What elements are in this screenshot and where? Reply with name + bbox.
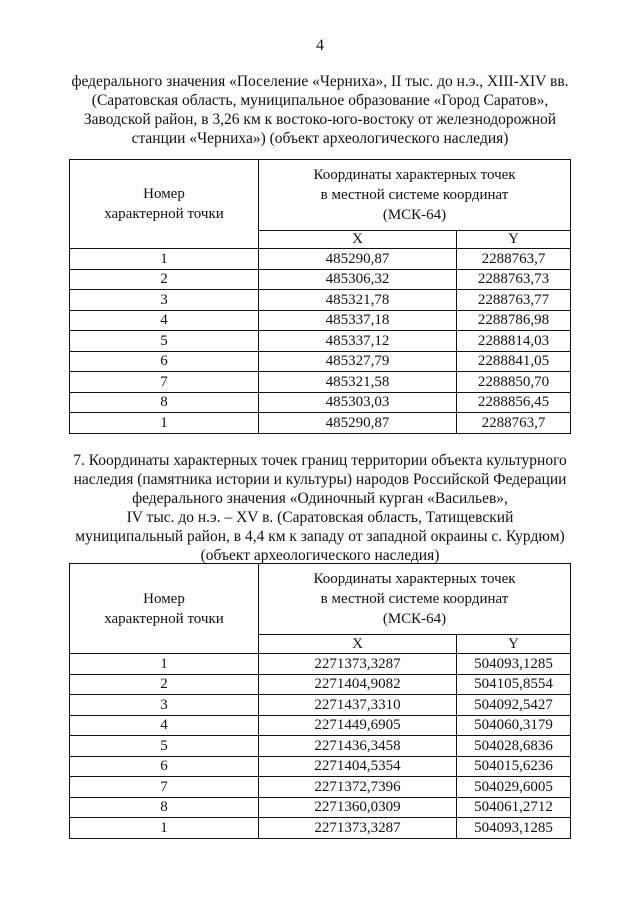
x-value: 485303,03 bbox=[259, 392, 457, 413]
table-row bbox=[70, 797, 571, 818]
table-row bbox=[70, 413, 571, 434]
page-number: 4 bbox=[316, 37, 324, 54]
x-value: 485337,12 bbox=[259, 331, 457, 352]
section-2-heading bbox=[70, 451, 570, 565]
y-value: 2288850,70 bbox=[457, 372, 571, 393]
y-value: 504028,6836 bbox=[457, 736, 571, 757]
point-number: 5 bbox=[70, 736, 259, 757]
y-value: 504061,2712 bbox=[457, 797, 571, 818]
point-number: 1 bbox=[70, 818, 259, 839]
table-row bbox=[70, 715, 571, 736]
table-row bbox=[70, 818, 571, 839]
point-number-header: Номер характерной точки bbox=[70, 564, 259, 654]
x-value: 2271373,3287 bbox=[259, 818, 457, 839]
table-row bbox=[70, 674, 571, 695]
point-number-header: Номер характерной точки bbox=[70, 160, 259, 249]
point-number: 2 bbox=[70, 674, 259, 695]
heading-line: Заводской район, в 3,26 км к востоко-юго-востоку от железнодорожной bbox=[83, 111, 557, 128]
coordinates-group-header: Координаты характерных точек в местной системе координат (МСК-64) bbox=[259, 564, 571, 635]
x-value: 485327,79 bbox=[259, 351, 457, 372]
point-number: 8 bbox=[70, 392, 259, 413]
x-value: 2271360,0309 bbox=[259, 797, 457, 818]
table-row bbox=[70, 756, 571, 777]
y-value: 2288814,03 bbox=[457, 331, 571, 352]
x-value: 2271404,5354 bbox=[259, 756, 457, 777]
heading-line: (объект археологического наследия) bbox=[200, 547, 440, 564]
y-value: 504105,8554 bbox=[457, 674, 571, 695]
heading-line: муниципальный район, в 4,4 км к западу от западной окраины с. Курдюм) bbox=[75, 528, 565, 545]
y-value: 504015,6236 bbox=[457, 756, 571, 777]
heading-line: федерального значения «Одиночный курган «Васильев», bbox=[132, 490, 508, 507]
x-value: 485337,18 bbox=[259, 310, 457, 331]
x-value: 485290,87 bbox=[259, 249, 457, 270]
y-value: 504093,1285 bbox=[457, 818, 571, 839]
point-number: 6 bbox=[70, 351, 259, 372]
point-number: 7 bbox=[70, 777, 259, 798]
heading-line: станции «Черниха») (объект археологического наследия) bbox=[131, 130, 509, 147]
x-value: 485321,78 bbox=[259, 290, 457, 311]
table-row bbox=[70, 310, 571, 331]
point-number: 1 bbox=[70, 413, 259, 434]
y-column-header: Y bbox=[457, 635, 571, 654]
y-value: 504093,1285 bbox=[457, 654, 571, 675]
y-value: 2288763,7 bbox=[457, 413, 571, 434]
y-value: 2288841,05 bbox=[457, 351, 571, 372]
point-number: 5 bbox=[70, 331, 259, 352]
x-value: 2271449,6905 bbox=[259, 715, 457, 736]
table-row bbox=[70, 695, 571, 716]
x-value: 2271404,9082 bbox=[259, 674, 457, 695]
point-number: 3 bbox=[70, 695, 259, 716]
point-number: 4 bbox=[70, 310, 259, 331]
x-value: 485321,58 bbox=[259, 372, 457, 393]
heading-line: 7. Координаты характерных точек границ территории объекта культурного bbox=[73, 452, 567, 469]
point-number: 7 bbox=[70, 372, 259, 393]
section-1-heading bbox=[70, 72, 570, 148]
table-row bbox=[70, 269, 571, 290]
heading-line: наследия (памятника истории и культуры) народов Российской Федерации bbox=[73, 471, 567, 488]
x-value: 2271373,3287 bbox=[259, 654, 457, 675]
x-value: 2271372,7396 bbox=[259, 777, 457, 798]
x-value: 485306,32 bbox=[259, 269, 457, 290]
table-row bbox=[70, 351, 571, 372]
heading-line: (Саратовская область, муниципальное образование «Город Саратов», bbox=[91, 92, 549, 109]
heading-line: федерального значения «Поселение «Черниха», II тыс. до н.э., XIII-XIV вв. bbox=[71, 73, 569, 90]
y-value: 2288786,98 bbox=[457, 310, 571, 331]
coordinates-table-1 bbox=[69, 159, 571, 434]
y-value: 2288763,77 bbox=[457, 290, 571, 311]
x-value: 2271436,3458 bbox=[259, 736, 457, 757]
table-row bbox=[70, 736, 571, 757]
point-number: 4 bbox=[70, 715, 259, 736]
point-number: 8 bbox=[70, 797, 259, 818]
coordinates-group-header: Координаты характерных точек в местной системе координат (МСК-64) bbox=[259, 160, 571, 231]
point-number: 1 bbox=[70, 249, 259, 270]
table-row bbox=[70, 777, 571, 798]
table-row bbox=[70, 331, 571, 352]
y-value: 504092,5427 bbox=[457, 695, 571, 716]
point-number: 6 bbox=[70, 756, 259, 777]
y-column-header: Y bbox=[457, 231, 571, 249]
point-number: 1 bbox=[70, 654, 259, 675]
y-value: 504029,6005 bbox=[457, 777, 571, 798]
table-row bbox=[70, 249, 571, 270]
y-value: 504060,3179 bbox=[457, 715, 571, 736]
table-row bbox=[70, 654, 571, 675]
x-column-header: X bbox=[259, 635, 457, 654]
y-value: 2288856,45 bbox=[457, 392, 571, 413]
heading-line: IV тыс. до н.э. – XV в. (Саратовская область, Татищевский bbox=[126, 509, 514, 526]
x-value: 485290,87 bbox=[259, 413, 457, 434]
x-column-header: X bbox=[259, 231, 457, 249]
point-number: 2 bbox=[70, 269, 259, 290]
coordinates-table-2 bbox=[69, 563, 571, 839]
x-value: 2271437,3310 bbox=[259, 695, 457, 716]
point-number: 3 bbox=[70, 290, 259, 311]
table-row bbox=[70, 392, 571, 413]
table-row bbox=[70, 372, 571, 393]
y-value: 2288763,73 bbox=[457, 269, 571, 290]
table-row bbox=[70, 290, 571, 311]
y-value: 2288763,7 bbox=[457, 249, 571, 270]
